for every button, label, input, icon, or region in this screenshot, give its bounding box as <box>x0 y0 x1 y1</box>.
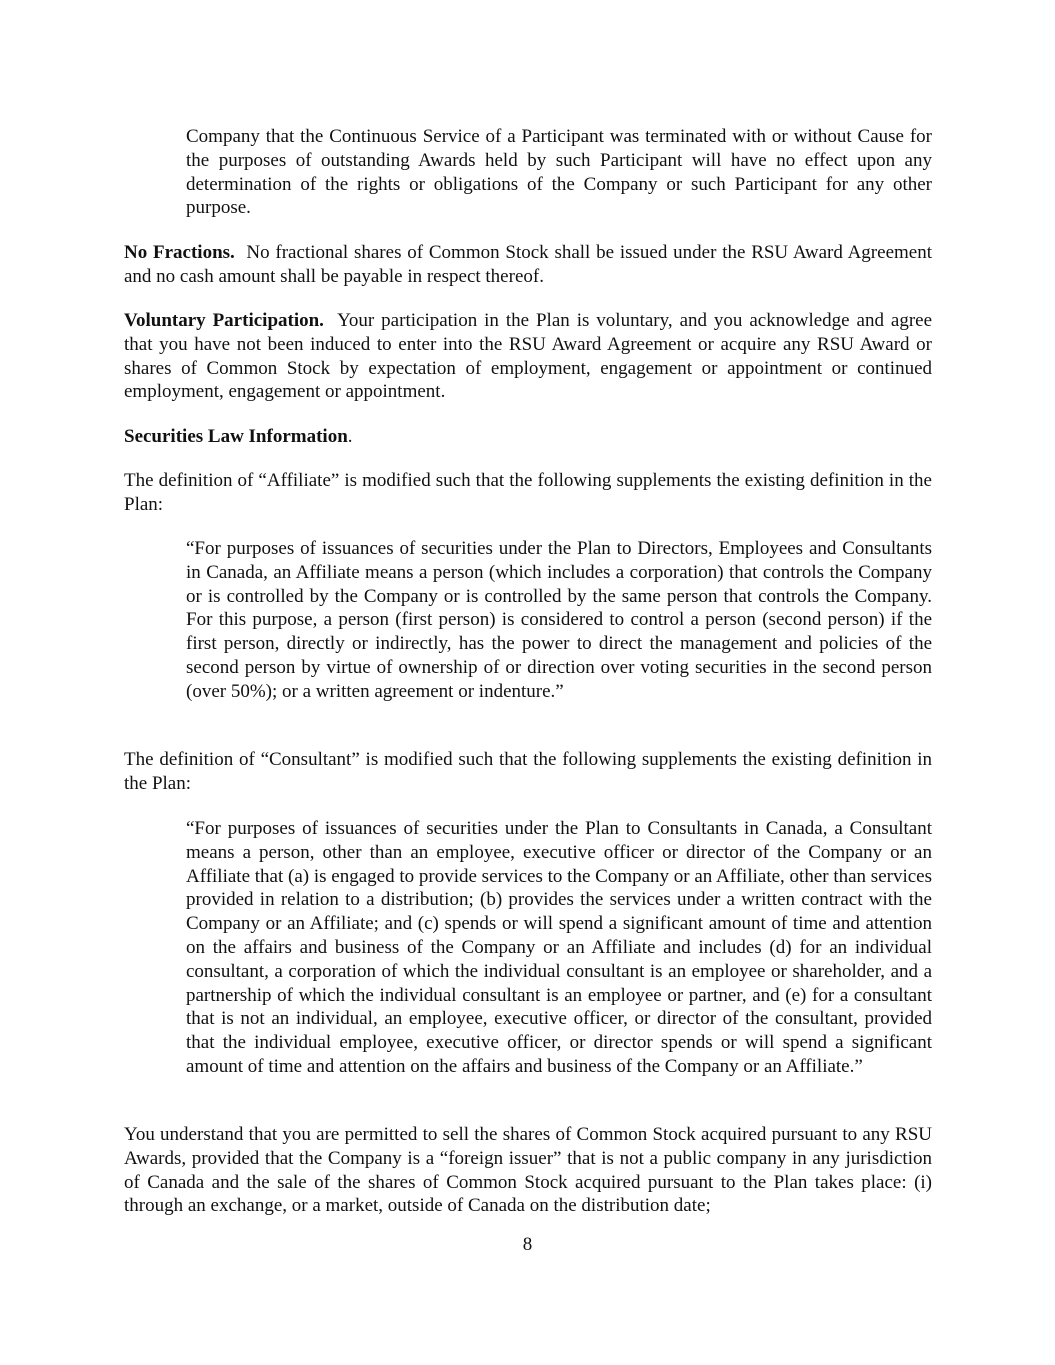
affiliate-intro-paragraph: The definition of “Affiliate” is modified such that the following supplements the existing definition in the Plan: <box>124 470 932 515</box>
sale-paragraph: You understand that you are permitted to sell the shares of Common Stock acquired pursuant to any RSU Awards, provided that the Company is a “foreign issuer” that is not a public company in any jurisdiction of Canada and the sale of the shares of Common Stock acquired pursuant to the Plan takes place: (i) through an exchange, or a market, outside of Canada on the distribution date; <box>124 1124 932 1217</box>
no-fractions-paragraph <box>124 241 932 289</box>
consultant-definition-quote: “For purposes of issuances of securities under the Plan to Consultants in Canada, a Consultant means a person, other than an employee, executive officer or director of the Company or an Affiliate that (a) is engaged to provide services to the Company or an Affiliate, other than services provided in relation to a distribution; (b) provides the services under a written contract with the Company or an Affiliate; and (c) spends or will spend a significant amount of time and attention on the affairs and business of the Company or an Affiliate and includes (d) for an individual consultant, a corporation of which the individual consultant is an employee or shareholder, and a partnership of which the individual consultant is an employee or partner, and (e) for a consultant that is not an individual, an employee, executive officer, or director of the consultant, provided that the individual employee, executive officer, or director spends or will spend a significant amount of time and attention on the affairs and business of the Company or an Affiliate.” <box>186 818 932 1077</box>
page-number: 8 <box>522 1234 533 1255</box>
voluntary-participation-heading: Voluntary Participation. <box>124 310 324 331</box>
no-fractions-heading: No Fractions. <box>124 242 235 263</box>
voluntary-participation-paragraph <box>124 309 932 404</box>
securities-law-heading-line <box>124 425 932 449</box>
consultant-intro-paragraph: The definition of “Consultant” is modified such that the following supplements the existing definition in the Plan: <box>124 749 932 794</box>
continuation-paragraph: Company that the Continuous Service of a Participant was terminated with or without Cause for the purposes of outstanding Awards held by such Participant will have no effect upon any determination of the rights or obligations of the Company or such Participant for any other purpose. <box>186 126 932 219</box>
securities-law-heading: Securities Law Information <box>124 426 348 447</box>
voluntary-participation-body: Your participation in the Plan is voluntary, and you acknowledge and agree that you have not been induced to enter into the RSU Award Agreement or acquire any RSU Award or shares of Common Stock by expectation of employment, engagement or appointment or continued employment, engagement or appointment. <box>124 310 933 403</box>
affiliate-definition-quote: “For purposes of issuances of securities under the Plan to Directors, Employees and Consultants in Canada, an Affiliate means a person (which includes a corporation) that controls the Company or is controlled by the Company or is controlled by the same person that controls the Company. For this purpose, a person (first person) is considered to control a person (second person) if the first person, directly or indirectly, has the power to direct the management and policies of the second person by virtue of ownership of or direction over voting securities in the second person (over 50%); or a written agreement or indenture.” <box>186 538 932 702</box>
no-fractions-body: No fractional shares of Common Stock shall be issued under the RSU Award Agreement and no cash amount shall be payable in respect thereof. <box>124 242 932 287</box>
securities-law-heading-period: . <box>347 426 353 447</box>
